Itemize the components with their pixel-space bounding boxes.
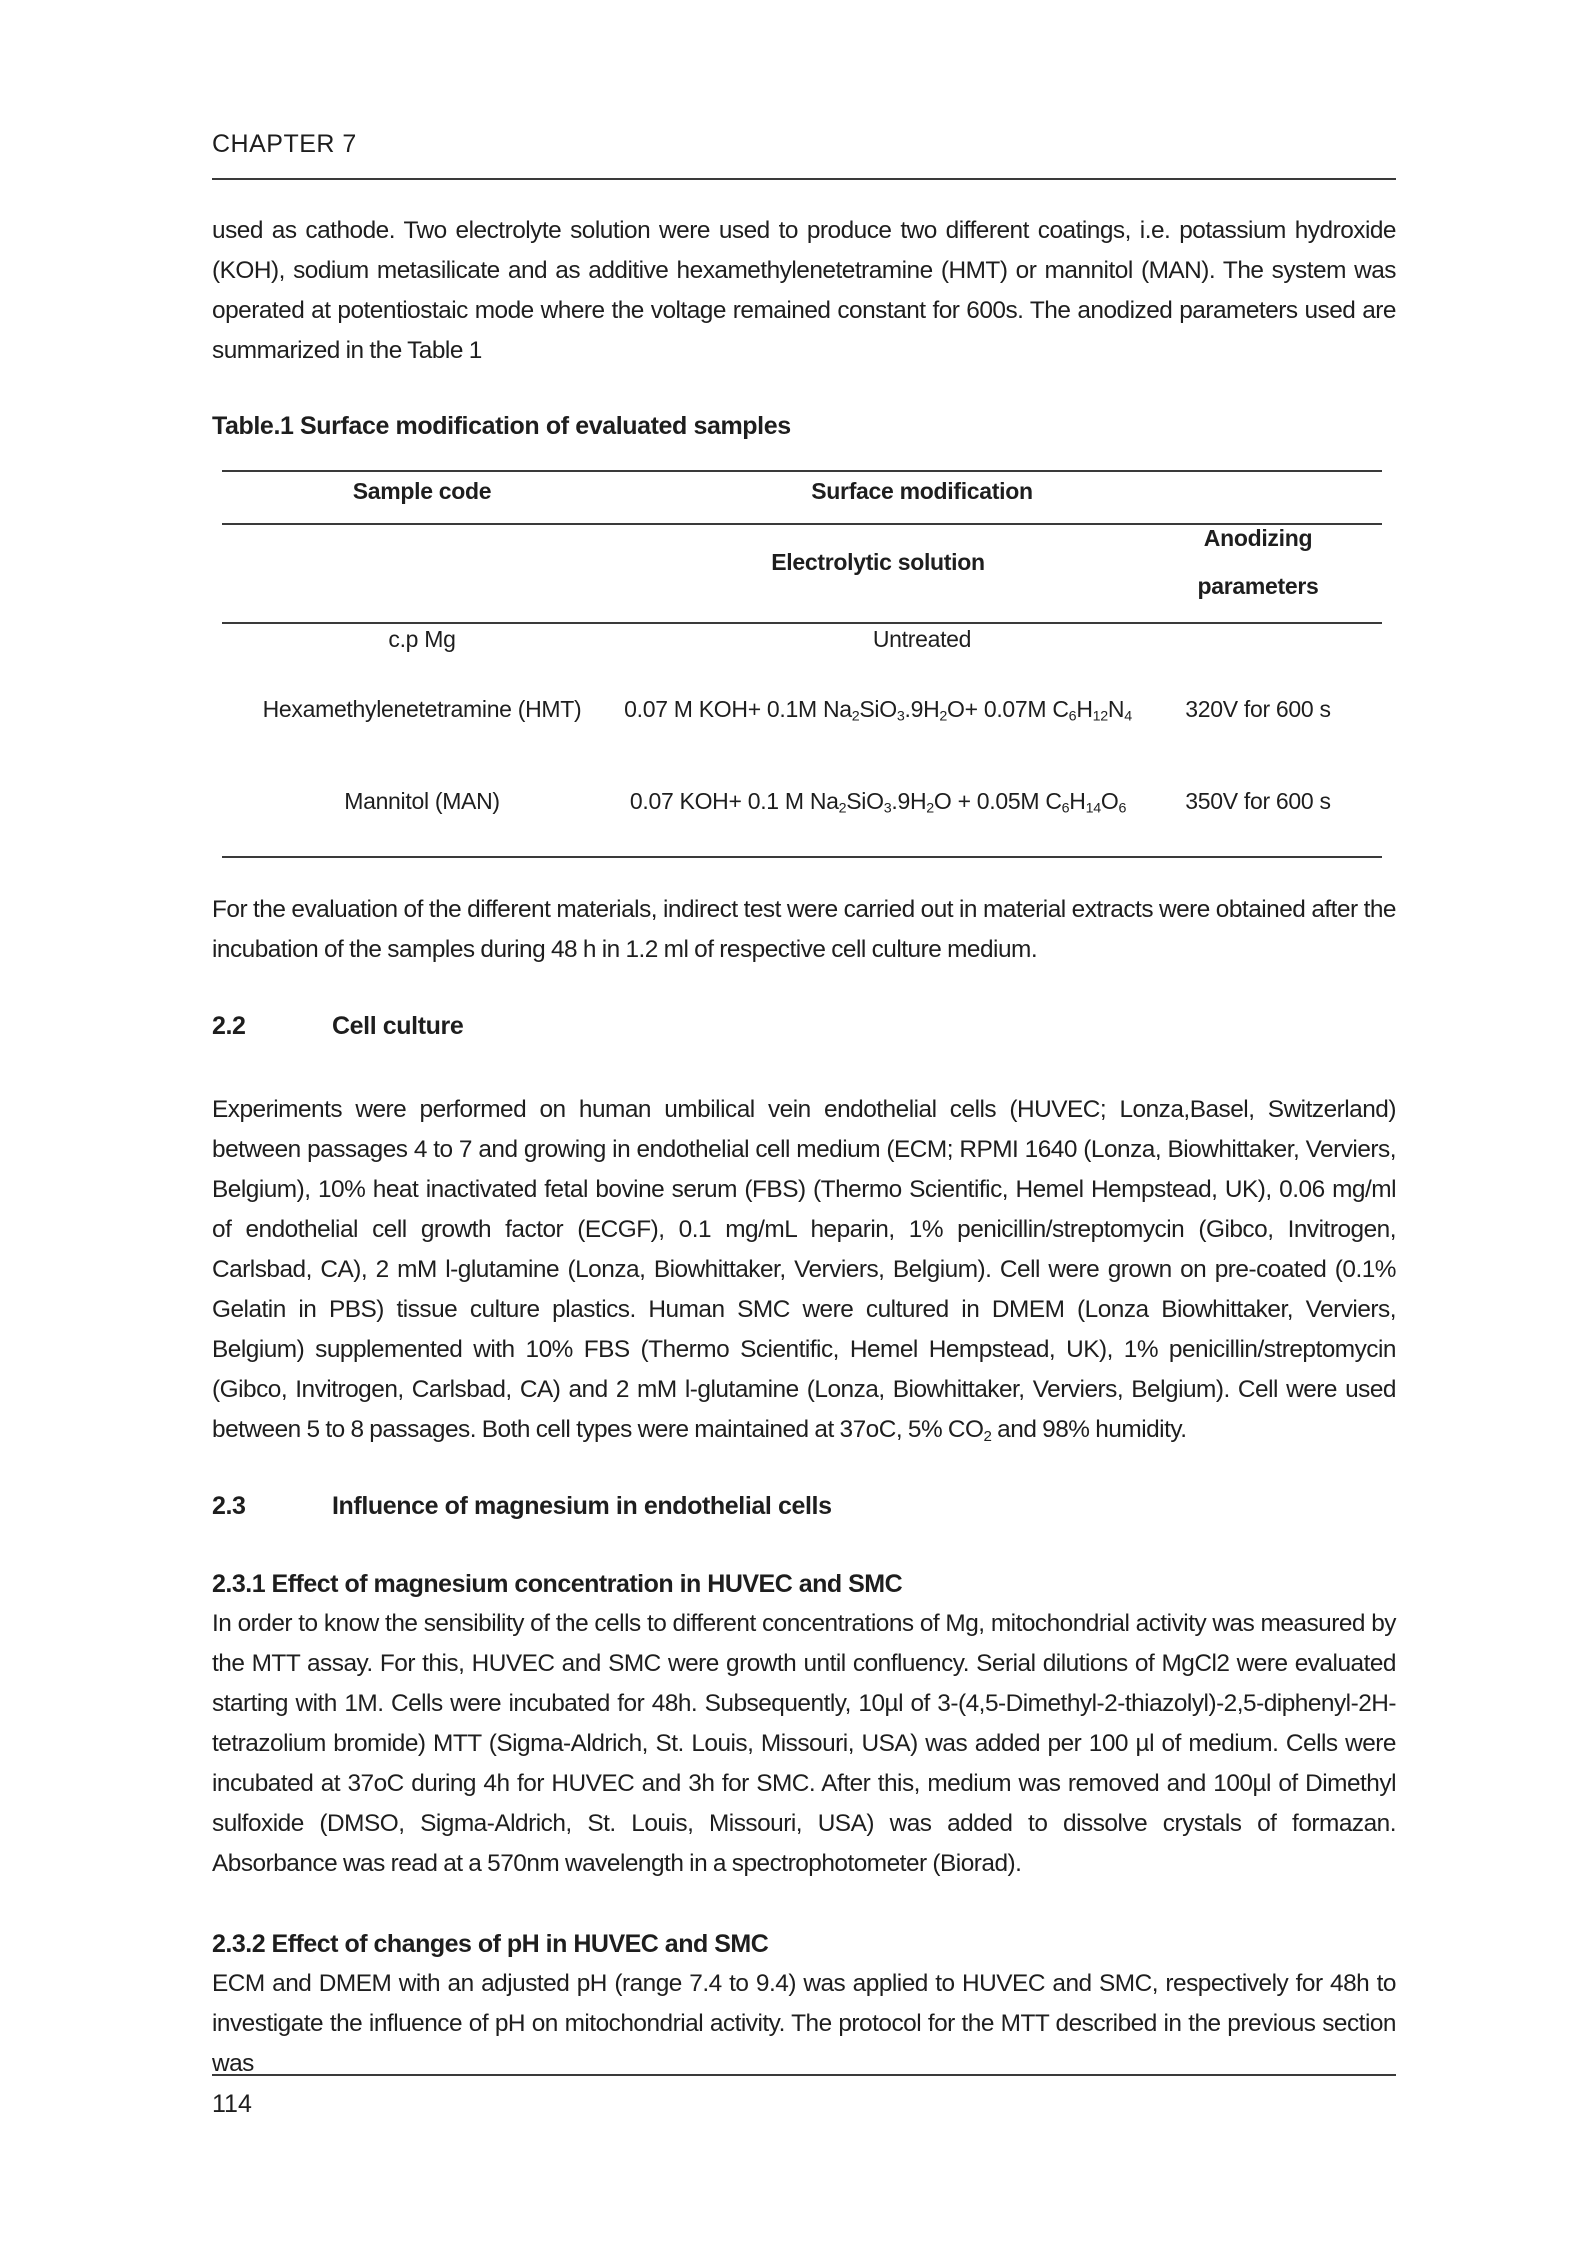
section-2-3-1-paragraph: In order to know the sensibility of the cells to different concentrations of Mg, mitochondrial activity was measured by the MTT assay. For this, HUVEC and SMC were growth until confluency. Serial dilutions of MgCl2 were evaluated starting with 1M. Cells were incubated for 48h. Subsequently, 10µl of 3-(4,5-Dimethyl-2-thiazolyl)-2,5-diphenyl-2H-tetrazolium bromide) MTT (Sigma-Aldrich, St. Louis, Missouri, USA) was added per 100 µl of medium. Cells were incubated at 37oC during 4h for HUVEC and 3h for SMC. After this, medium was removed and 100µl of Dimethyl sulfoxide (DMSO, Sigma-Aldrich, St. Louis, Missouri, USA) was added to dissolve crystals of formazan. Absorbance was read at a 570nm wavelength in a spectrophotometer (Biorad). xyxy=(212,1610,1396,1877)
intro-paragraph: used as cathode. Two electrolyte solution were used to produce two different coatings, i.e. potassium hydroxide (KOH), sodium metasilicate and as additive hexamethylenetetramine (HMT) or mannitol (MAN). The system was operated at potentiostaic mode where the voltage remained constant for 600s. The anodized parameters used are summarized in the Table 1 xyxy=(212,217,1396,364)
table-bottom-rule xyxy=(222,856,1382,858)
table-header-rule-2 xyxy=(222,622,1382,624)
row-man-parameters: 350V for 600 s xyxy=(1185,788,1331,814)
row-man-sample: Mannitol (MAN) xyxy=(344,788,500,814)
section-2-3-heading xyxy=(212,1492,832,1521)
page-number: 114 xyxy=(212,2090,252,2118)
running-head: CHAPTER 7 xyxy=(212,130,357,158)
extracts-paragraph: For the evaluation of the different materials, indirect test were carried out in material extracts were obtained after the incubation of the samples during 48 h in 1.2 ml of respective cell culture medium. xyxy=(212,896,1396,963)
section-2-2-heading xyxy=(212,1012,463,1041)
section-2-3-title: Influence of magnesium in endothelial cells xyxy=(332,1492,832,1520)
row-cp-mg-solution: Untreated xyxy=(872,626,972,652)
row-hmt-parameters: 320V for 600 s xyxy=(1185,696,1331,722)
table-caption: Table.1 Surface modification of evaluated samples xyxy=(212,412,791,440)
section-2-2-title: Cell culture xyxy=(332,1012,464,1040)
header-electrolytic-solution: Electrolytic solution xyxy=(771,549,985,575)
header-anodizing-line2: parameters xyxy=(1197,573,1319,599)
section-2-3-2-paragraph: ECM and DMEM with an adjusted pH (range 7.4 to 9.4) was applied to HUVEC and SMC, respectively for 48h to investigate the influence of pH on mitochondrial activity. The protocol for the MTT described in the previous section was xyxy=(212,1970,1396,2077)
header-anodizing-line1: Anodizing xyxy=(1203,525,1313,551)
table-top-rule xyxy=(222,470,1382,472)
section-2-2-number: 2.2 xyxy=(212,1012,246,1040)
row-cp-mg-sample: c.p Mg xyxy=(388,626,456,652)
surface-modification-table xyxy=(222,470,1392,860)
section-2-3-1-title: 2.3.1 Effect of magnesium concentration in HUVEC and SMC xyxy=(212,1570,903,1598)
row-hmt-sample: Hexamethylenetetramine (HMT) xyxy=(262,696,582,722)
header-sample-code: Sample code xyxy=(352,478,492,504)
row-man-solution: 0.07 KOH+ 0.1 M $Na_2SiO_3.9H_2O + 0.05M$ $C_6H_{14}O_6$ xyxy=(629,788,1127,817)
cell-culture-paragraph: Experiments were performed on human umbilical vein endothelial cells (HUVEC; Lonza,Basel, Switzerland) between passages 4 to 7 and growing in endothelial cell medium (ECM; RPMI 1640 (Lonza, Biowhittaker, Verviers, Belgium), 10% heat inactivated fetal bovine serum (FBS) (Thermo Scientific, Hemel Hempstead, UK), 0.06 mg/ml of endothelial cell growth factor (ECGF), 0.1 mg/mL heparin, 1% penicillin/streptomycin (Gibco, Invitrogen, Carlsbad, CA), 2 mM l-glutamine (Lonza, Biowhittaker, Verviers, Belgium). Cell were grown on pre-coated (0.1% Gelatin in PBS) tissue culture plastics. Human SMC were cultured in DMEM (Lonza Biowhittaker, Verviers, Belgium) supplemented with 10% FBS (Thermo Scientific, Hemel Hempstead, UK), 1% penicillin/streptomycin (Gibco, Invitrogen, Carlsbad, CA) and 2 mM l-glutamine (Lonza, Biowhittaker, Verviers, Belgium). Cell were used between 5 to 8 passages. Both cell types were maintained at 37oC, 5% $CO_2$ and 98% humidity. xyxy=(212,1096,1396,1445)
header-surface-modification: Surface modification xyxy=(811,478,1033,504)
header-rule xyxy=(212,178,1396,180)
footer-rule xyxy=(212,2074,1396,2076)
section-2-3-2-title: 2.3.2 Effect of changes of pH in HUVEC and SMC xyxy=(212,1930,769,1958)
section-2-3-number: 2.3 xyxy=(212,1492,246,1520)
row-hmt-solution: 0.07 M KOH+ 0.1M $Na_2SiO_3.9H_2O+ 0.07M$ $C_6H_{12}N_4$ xyxy=(624,696,1132,725)
